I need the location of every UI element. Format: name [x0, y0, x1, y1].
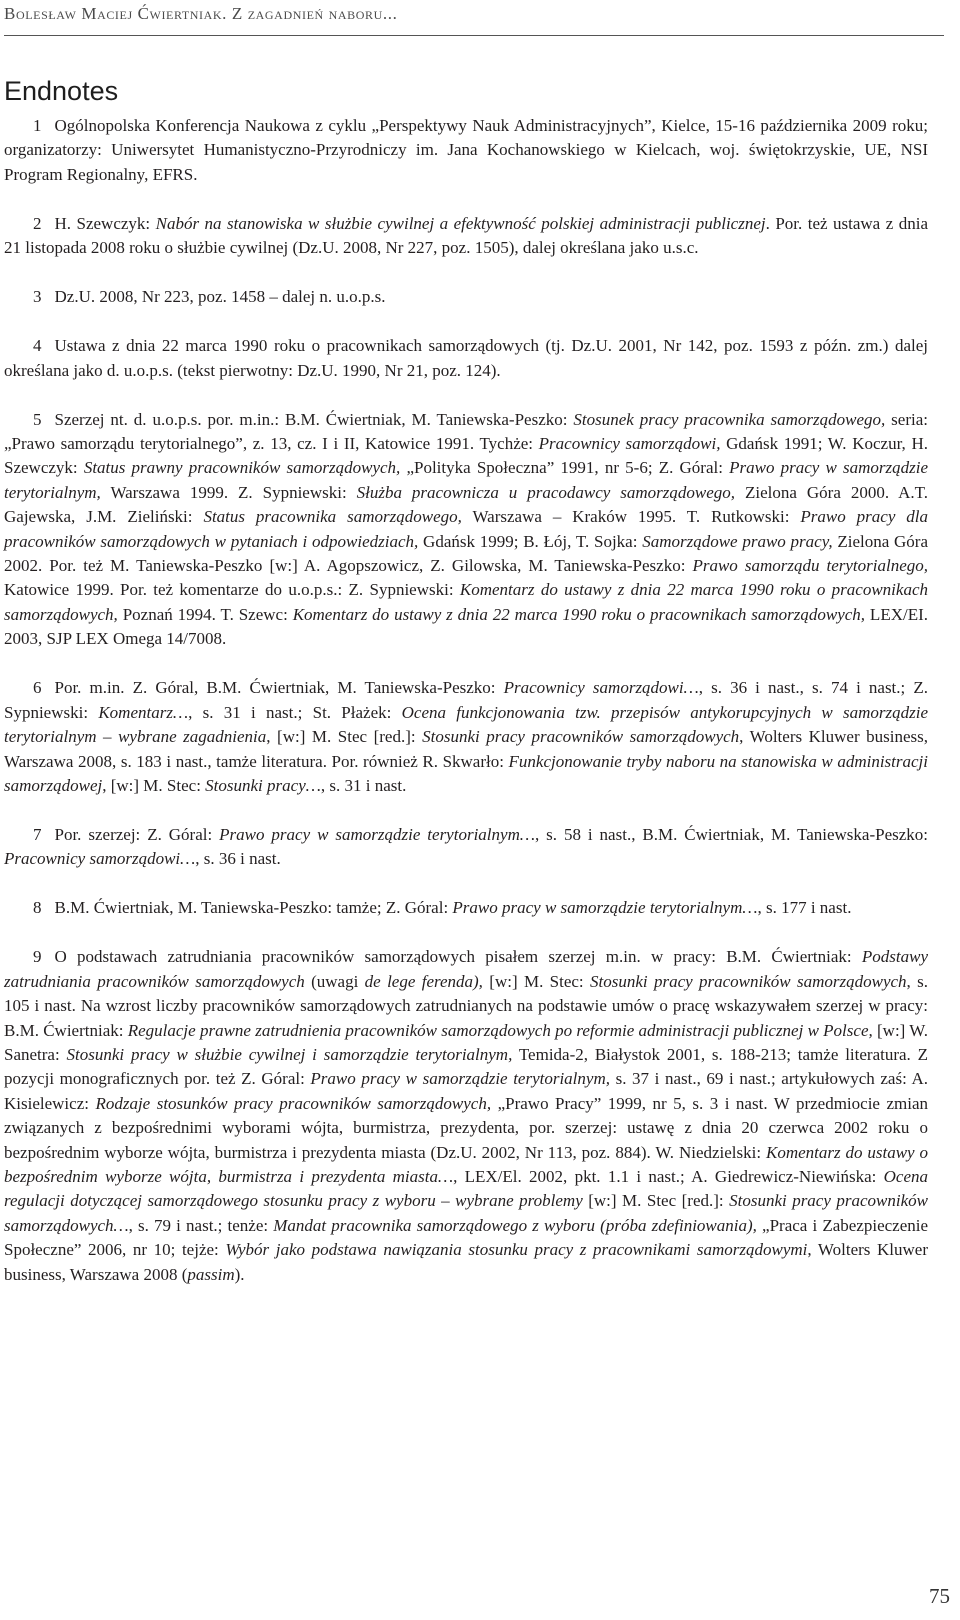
endnote-segment: Ustawa z dnia 22 marca 1990 roku o pracownikach samorządowych (tj. Dz.U. 2001, Nr 142, poz. 1593 z późn. zm.) dalej określana jako d. u.o.p.s. (tekst pierwotny: Dz.U. 1990, Nr 21, poz. 124). — [4, 336, 928, 380]
section-title: Endnotes — [4, 76, 119, 107]
running-head: Bolesław Maciej Ćwiertniak. Z zagadnień naboru... — [4, 4, 398, 23]
endnote-italic-segment: Pracownicy samorządowi… — [503, 678, 699, 698]
endnote-segment: [w:] W. Sanetra: — [4, 1020, 929, 1064]
endnote-segment: ). — [234, 1264, 245, 1284]
endnote-italic-segment: Samorządowe prawo pracy, — [642, 531, 833, 551]
endnote-segment: „Polityka Społeczna” 1991, nr 5-6; Z. Góral: — [400, 458, 730, 478]
endnote-italic-segment: Pracownicy samorządowi, — [538, 434, 721, 454]
endnote-segment: , s. 58 i nast., B.M. Ćwiertniak, M. Taniewska-Peszko: — [534, 824, 928, 844]
endnote-number: 6 — [33, 678, 42, 698]
endnote-segment: , s. 31 i nast.; St. Płażek: — [188, 702, 402, 722]
endnote-segment: LEX/EI. 2003, SJP LEX Omega 14/7008. — [4, 604, 928, 649]
endnote-italic-segment: Wybór jako podstawa nawiązania stosunku pracy z pracownikami samorządowymi — [225, 1240, 808, 1260]
endnote-segment: , s. 31 i nast. — [320, 775, 407, 795]
endnote-segment: , LEX/El. 2002, pkt. 1.1 i nast.; A. Giedrewicz-Niewińska: — [453, 1166, 884, 1186]
endnote-segment: Poznań 1994. T. Szewc: — [117, 604, 293, 624]
endnote-number: 4 — [33, 336, 42, 356]
endnote-7 — [4, 823, 928, 872]
endnote-italic-segment: Prawo pracy w samorządzie terytorialnym, — [310, 1069, 610, 1089]
endnote-segment: B.M. Ćwiertniak, M. Taniewska-Peszko: tamże; Z. Góral: — [54, 898, 453, 918]
endnote-text — [55, 287, 386, 306]
endnote-number: 3 — [33, 287, 42, 307]
header-rule — [4, 35, 944, 36]
endnote-segment: s. 37 i nast., 69 i nast.; artykułowych zaś: A. Kisielewicz: — [4, 1069, 928, 1113]
endnote-italic-segment: Służba pracownicza u pracodawcy samorządowego, — [356, 482, 736, 502]
endnote-italic-segment: Stosunki pracy pracowników samorządowych — [590, 971, 907, 991]
endnote-segment: [w:] M. Stec [red.]: — [582, 1191, 730, 1211]
endnote-italic-segment: Funkcjonowanie tryby naboru na stanowiska w administracji samorządowej — [4, 751, 928, 795]
endnote-italic-segment: Komentarz do ustawy z dnia 22 marca 1990 roku o pracownikach samorządowych, — [292, 604, 866, 624]
endnote-number: 1 — [33, 116, 42, 135]
endnote-segment: , [w:] M. Stec [red.]: — [266, 727, 423, 747]
endnote-italic-segment: Nabór na stanowiska w służbie cywilnej a efektywność polskiej administracji publicznej — [155, 213, 766, 233]
endnote-3 — [4, 285, 928, 309]
endnote-segment: Katowice 1999. Por. też komentarze do u.o.p.s.: Z. Sypniewski: — [4, 580, 460, 600]
endnote-italic-segment: Regulacje prawne zatrudnienia pracowników samorządowych po reformie administracji publicznej w Polsce, — [127, 1020, 873, 1040]
endnote-segment: Ogólnopolska Konferencja Naukowa z cyklu „Perspektywy Nauk Administracyjnych”, Kielce, 15-16 października 2009 roku; organizatorzy: Uniwersytet Humanistyczno-Przyrodniczy im. Jana Kochanowskiego w Kielcach, woj. świętokrzyskie, UE, NSI Program Regionalny, EFRS. — [4, 116, 928, 184]
endnote-italic-segment: passim — [187, 1264, 235, 1284]
endnote-segment: O podstawach zatrudniania pracowników samorządowych pisałem szerzej m.in. w pracy: B.M. Ćwiertniak: — [54, 947, 862, 967]
endnote-italic-segment: Prawo pracy dla pracowników samorządowych w pytaniach i odpowiedziach, — [4, 507, 929, 551]
endnote-segment: seria: „Prawo samorządu terytorialnego”, z. 13, cz. I i II, Katowice 1991. Tychże: — [4, 409, 928, 454]
endnote-segment: Zielona Góra 2002. Por. też M. Taniewska-Peszko [w:] A. Agopszowicz, Z. Gilowska, M. Taniewska-Peszko: — [4, 531, 928, 576]
endnote-segment: Por. szerzej: Z. Góral: — [54, 824, 220, 844]
endnote-text — [4, 825, 928, 868]
endnote-5 — [4, 408, 928, 652]
endnote-italic-segment: Rodzaje stosunków pracy pracowników samorządowych, — [95, 1093, 492, 1113]
endnote-8 — [4, 896, 928, 920]
endnote-segment: [w:] M. Stec: — [482, 971, 591, 991]
endnote-segment: . Por. też ustawa z dnia 21 listopada 2008 roku o służbie cywilnej (Dz.U. 2008, Nr 227, poz. 1505), dalej określana jako u.s.c. — [4, 213, 928, 258]
endnote-italic-segment: Prawo pracy w samorządzie terytorialnym, — [4, 458, 928, 502]
endnote-italic-segment: Stosunki pracy pracowników samorządowych… — [4, 1191, 928, 1235]
endnote-italic-segment: Komentarz do ustawy o bezpośrednim wyborze wójta, burmistrza i prezydenta miasta… — [4, 1142, 928, 1186]
endnote-italic-segment: Stosunki pracy… — [205, 775, 321, 795]
endnote-segment: , s. 36 i nast., s. 74 i nast.; Z. Sypniewski: — [4, 678, 928, 722]
endnote-italic-segment: Mandat pracownika samorządowego z wyboru (próba zdefiniowania), — [273, 1215, 757, 1235]
endnote-segment: (uwagi — [304, 971, 365, 991]
endnote-text — [4, 214, 928, 257]
endnote-segment: , Wolters Kluwer business, Warszawa 2008 ( — [4, 1240, 928, 1284]
endnote-number: 7 — [33, 824, 42, 844]
endnote-text — [55, 898, 852, 917]
endnote-italic-segment: Stosunki pracy w służbie cywilnej i samorządzie terytorialnym, — [66, 1044, 513, 1064]
endnote-segment: Gdańsk 1999; B. Łój, T. Sojka: — [418, 531, 643, 551]
endnote-italic-segment: Pracownicy samorządowi… — [4, 849, 196, 869]
endnote-text — [4, 410, 928, 649]
endnote-segment: , [w:] M. Stec: — [102, 775, 206, 795]
page-number: 75 — [929, 1584, 950, 1608]
endnote-text — [4, 947, 928, 1283]
endnote-italic-segment: de lege ferenda), — [364, 971, 483, 991]
endnote-4 — [4, 334, 928, 383]
endnote-segment: , s. 36 i nast. — [195, 849, 281, 869]
endnote-segment: , s. 105 i nast. Na wzrost liczby pracowników samorządowych zatrudnianych na podstawie umów o pracę wskazywałem szerzej w pracy: B.M. Ćwiertniak: — [4, 971, 928, 1040]
endnote-segment: Por. m.in. Z. Góral, B.M. Ćwiertniak, M. Taniewska-Peszko: — [54, 678, 504, 698]
endnote-segment: „Prawo Pracy” 1999, nr 5, s. 3 i nast. W przedmiocie zmian związanych z bezpośrednimi wyborami wójta, burmistrza, prezydenta, por. szerzej: ustawę z dnia 20 czerwca 2002 roku o bezpośrednim wyborze wójta, burmistrza i prezydenta miasta (Dz.U. 2002, Nr 113, poz. 884). W. Niedzielski: — [4, 1093, 928, 1162]
endnote-segment: Szerzej nt. d. u.o.p.s. por. m.in.: B.M. Ćwiertniak, M. Taniewska-Peszko: — [54, 409, 574, 429]
endnote-segment: Temida-2, Białystok 2001, s. 188-213; tamże literatura. Z pozycji monograficznych por. też Z. Góral: — [4, 1044, 929, 1089]
endnote-number: 8 — [33, 898, 42, 918]
endnote-segment: „Praca i Zabezpieczenie Społeczne” 2006, nr 10; tejże: — [4, 1215, 929, 1260]
endnote-segment: Warszawa 1999. Z. Sypniewski: — [100, 482, 357, 502]
endnote-italic-segment: Ocena funkcjonowania tzw. przepisów antykorupcyjnych w samorządzie terytorialnym – wybrane zagadnienia — [4, 702, 929, 747]
endnote-segment: Gdańsk 1991; W. Koczur, H. Szewczyk: — [4, 434, 928, 478]
endnote-segment: , s. 177 i nast. — [757, 898, 852, 918]
endnote-number: 9 — [33, 947, 42, 967]
endnote-italic-segment: Ocena regulacji dotyczącej samorządowego stosunku pracy z wyboru – wybrane problemy — [4, 1166, 929, 1211]
endnote-number: 5 — [33, 409, 42, 429]
endnote-segment: Warszawa – Kraków 1995. T. Rutkowski: — [461, 507, 801, 527]
endnote-2 — [4, 212, 928, 261]
endnotes-list — [4, 114, 928, 1312]
endnote-italic-segment: Prawo pracy w samorządzie terytorialnym… — [452, 898, 758, 918]
endnote-9 — [4, 945, 928, 1287]
endnote-italic-segment: Status prawny pracowników samorządowych, — [83, 458, 401, 478]
endnote-segment: Zielona Góra 2000. A.T. Gajewska, J.M. Zieliński: — [4, 482, 928, 527]
endnote-1 — [4, 114, 928, 187]
endnote-italic-segment: Status pracownika samorządowego, — [203, 507, 462, 527]
endnote-segment: H. Szewczyk: — [54, 213, 156, 233]
endnote-text — [4, 678, 928, 795]
endnote-italic-segment: Stosunek pracy pracownika samorządowego, — [573, 409, 886, 429]
endnote-number: 2 — [33, 213, 42, 233]
endnote-6 — [4, 676, 928, 798]
endnote-italic-segment: Prawo samorządu terytorialnego, — [692, 556, 928, 576]
endnote-italic-segment: Komentarz… — [98, 702, 189, 722]
endnote-italic-segment: Stosunki pracy pracowników samorządowych — [422, 727, 740, 747]
endnote-italic-segment: Prawo pracy w samorządzie terytorialnym… — [219, 824, 535, 844]
endnote-italic-segment: Komentarz do ustawy z dnia 22 marca 1990 roku o pracownikach samorządowych, — [4, 580, 928, 624]
endnote-segment: , s. 79 i nast.; tenże: — [128, 1215, 274, 1235]
endnote-segment: , Wolters Kluwer business, Warszawa 2008, s. 183 i nast., tamże literatura. Por. również R. Skwarło: — [4, 727, 928, 771]
endnote-italic-segment: Podstawy zatrudniania pracowników samorządowych — [4, 947, 928, 991]
endnote-text — [4, 336, 928, 379]
endnote-segment: Dz.U. 2008, Nr 223, poz. 1458 – dalej n. u.o.p.s. — [54, 287, 386, 307]
endnote-text — [4, 116, 928, 184]
